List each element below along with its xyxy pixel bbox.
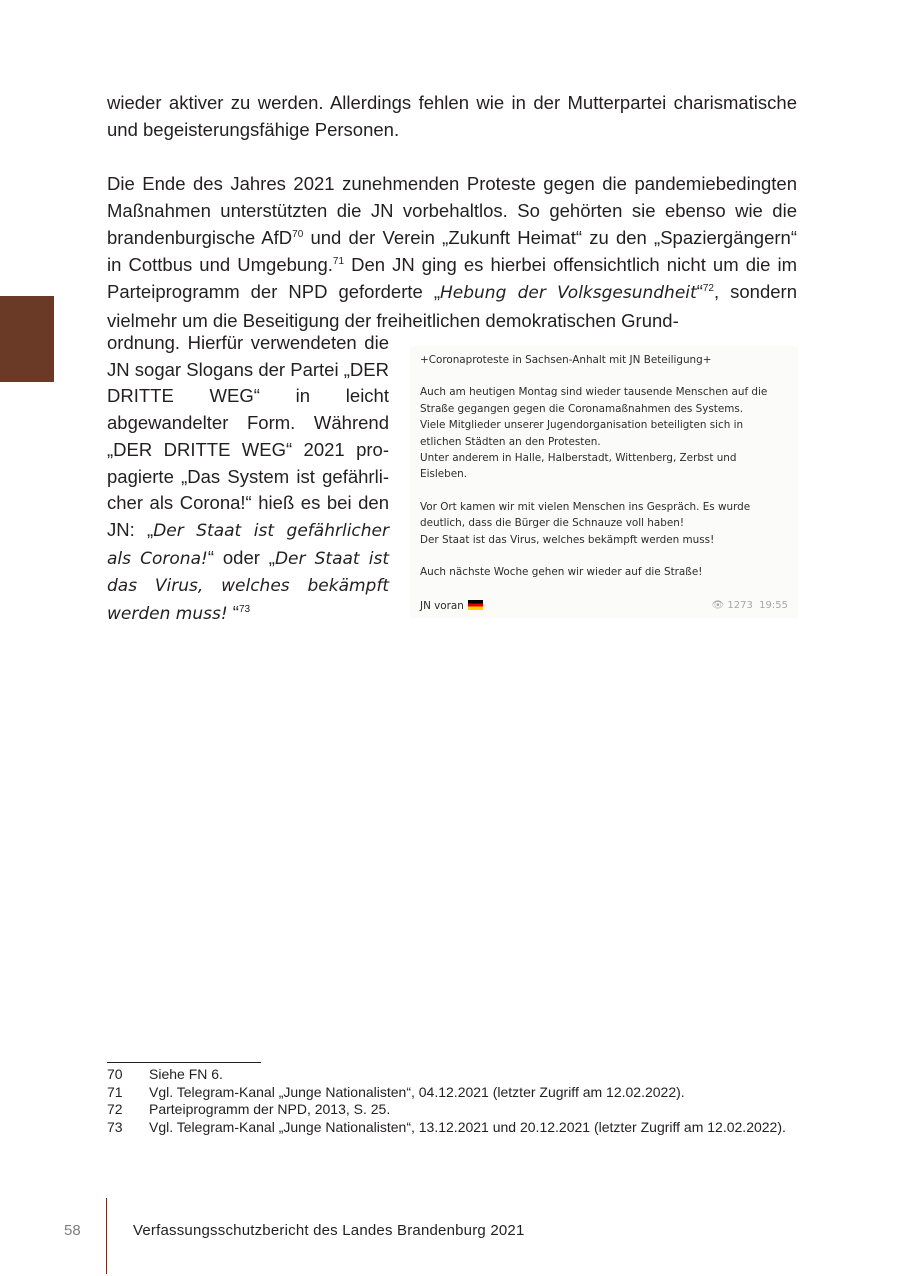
- telegram-post-line: Unter anderem in Halle, Halberstadt, Wittenberg, Zerbst und: [420, 452, 737, 465]
- footnote-text: Siehe FN 6.: [149, 1066, 223, 1082]
- footer-divider: [106, 1198, 107, 1274]
- footnotes: [107, 1066, 797, 1136]
- paragraph-1: [107, 89, 797, 143]
- post-time: 19:55: [759, 600, 788, 612]
- eye-icon: 👁: [711, 600, 725, 612]
- paragraph-3-text-b: “ oder „: [207, 546, 275, 568]
- footnote-number: 73: [107, 1118, 123, 1135]
- signature-text: JN voran: [420, 600, 464, 613]
- page-number: 58: [64, 1222, 81, 1239]
- views-count: 1273: [727, 600, 753, 612]
- chapter-tab-marker: [0, 296, 54, 382]
- quote-volksgesundheit: Hebung der Volksgesundheit: [439, 283, 697, 303]
- telegram-post-line: etlichen Städten an den Protesten.: [420, 435, 601, 448]
- footnote-ref-71[interactable]: 71: [332, 256, 345, 267]
- telegram-post-line: Straße gegangen gegen die Coronamaßnahmen des Systems.: [420, 402, 744, 415]
- footnote-number: 71: [107, 1083, 123, 1100]
- footnote-separator: [107, 1062, 261, 1063]
- footnote-text: Parteiprogramm der NPD, 2013, S. 25.: [149, 1101, 391, 1117]
- paragraph-2-text-b: und der Verein „Zukunft Heimat“ zu den „Spaziergängern“ in Cottbus und Umgebung.: [107, 227, 797, 275]
- telegram-post-line: Viele Mitglieder unserer Jugendorganisation beteiligten sich in: [420, 419, 744, 432]
- footnote-number: 70: [107, 1066, 123, 1082]
- paragraph-3: [107, 330, 389, 628]
- footnote-72: [107, 1101, 797, 1119]
- paragraph-3-text-a: ordnung. Hierfür verwendeten die JN sogar Slogans der Partei „DER DRITTE WEG“ in leicht abgewandelter Form. Während „DER DRITTE WEG“ 2021 propagierte „Das System ist gefährlicher als Corona!“ hieß es bei den JN: „: [107, 332, 389, 540]
- footnote-number: 72: [107, 1101, 123, 1117]
- telegram-post-footer: [420, 598, 788, 614]
- telegram-post-line: Vor Ort kamen wir mit vielen Menschen ins Gespräch. Es wurde: [420, 500, 751, 513]
- telegram-post-line: Auch nächste Woche gehen wir wieder auf die Straße!: [420, 566, 703, 579]
- footnote-70: [107, 1066, 797, 1084]
- footnote-73: [107, 1119, 797, 1137]
- paragraph-2-text-d: “: [696, 281, 703, 302]
- telegram-post-line: Der Staat ist das Virus, welches bekämpft werden muss!: [420, 533, 715, 546]
- paragraph-2-text-a: Die Ende des Jahres 2021 zunehmenden Proteste gegen die pandemiebedingten Maßnahmen unterstützten die JN vorbehaltlos. So gehörten sie ebenso wie die brandenburgische AfD: [107, 173, 797, 248]
- paragraph-3-text-c: “: [227, 602, 239, 624]
- footnote-71: [107, 1084, 797, 1102]
- telegram-post-screenshot: [410, 346, 798, 618]
- telegram-post-meta: [711, 598, 788, 614]
- telegram-post-line: Auch am heutigen Montag sind wieder tausende Menschen auf die: [420, 386, 768, 399]
- quote-slogan-1: Der Staat ist gefährlicher als Corona!: [107, 520, 389, 569]
- telegram-post-signature: [420, 598, 483, 614]
- footnote-text: Vgl. Telegram-Kanal „Junge Nationalisten“, 04.12.2021 (letzter Zugriff am 12.02.2022).: [149, 1083, 685, 1100]
- paragraph-1-text: wieder aktiver zu werden. Allerdings fehlen wie in der Mutterpartei charismatische und begeisterungsfähige Personen.: [107, 92, 797, 140]
- footnote-ref-72[interactable]: 72: [702, 283, 714, 294]
- telegram-post-line: Eisleben.: [420, 468, 468, 481]
- paragraph-2: [107, 170, 797, 334]
- footnote-ref-73[interactable]: 73: [238, 604, 251, 616]
- paragraph-2-text-c: Den JN ging es hierbei offensichtlich nicht um die im Parteiprogramm der NPD geforderte „: [107, 254, 797, 302]
- footnote-ref-70[interactable]: 70: [292, 229, 304, 240]
- telegram-post-line: deutlich, dass die Bürger die Schnauze voll haben!: [420, 517, 684, 530]
- publication-title: Verfassungsschutzbericht des Landes Brandenburg 2021: [133, 1222, 525, 1239]
- german-flag-icon: [468, 600, 483, 610]
- paragraph-2-text-e: , sondern vielmehr um die Beseitigung der freiheitlichen demokratischen Grund-: [107, 281, 797, 331]
- footnote-text: Vgl. Telegram-Kanal „Junge Nationalisten“, 13.12.2021 und 20.12.2021 (letzter Zugriff am 12.02.2022).: [149, 1118, 786, 1135]
- telegram-post-header: +Coronaproteste in Sachsen-Anhalt mit JN Beteiligung+: [420, 354, 712, 366]
- quote-slogan-2: Der Staat ist das Virus, welches bekämpft werden muss!: [107, 548, 389, 625]
